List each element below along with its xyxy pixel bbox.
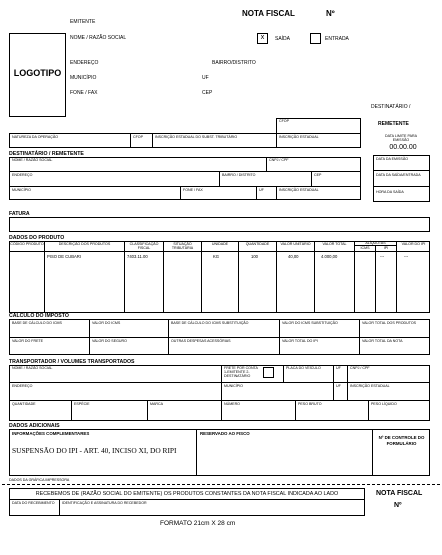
calc-valor-icms: VALOR DO ICMS: [92, 321, 121, 325]
produtos-header-line: [9, 251, 430, 252]
dest-nome-label: NOME / RAZÃO SOCIAL: [12, 158, 53, 162]
transp-hline-1: [9, 382, 430, 383]
dest-vline-6: [276, 186, 277, 200]
col-valor-unitario: VALOR UNITÁRIO: [280, 242, 311, 246]
calc-vline-1: [89, 319, 90, 355]
row-valor-unitario: 40,00: [288, 254, 299, 259]
transp-uf-label: UF: [336, 366, 341, 370]
prod-col-line-6: [276, 241, 277, 313]
col-situacao: SITUAÇÃO TRIBUTÁRIA: [171, 242, 194, 250]
row-valor-total: 4.000,00: [321, 254, 338, 259]
transp-cnpj-label: CNPJ / CPF: [350, 366, 370, 370]
col-classificacao: CLASSIFICAÇÃO FISCAL: [129, 242, 159, 250]
row-quantidade: 100: [251, 254, 258, 259]
col-aliq-icms: ICMS: [360, 246, 370, 250]
emitente-label: EMITENTE: [70, 19, 96, 25]
saida-mark: x: [260, 34, 265, 41]
row-classificacao: 7403.11.00: [127, 254, 148, 259]
transp-nome-label: NOME / RAZÃO SOCIAL: [12, 366, 53, 370]
transp-vline-1: [221, 365, 222, 382]
logotipo-placeholder: LOGOTIPO: [13, 68, 62, 78]
cfop-top-label: CFOP: [279, 119, 289, 123]
canhoto-recebemos: RECEBEMOS DE (RAZÃO SOCIAL DO EMITENTE) OS PRODUTOS CONSTANTES DA NOTA FISCAL INDICADA AO LADO: [35, 491, 339, 497]
dest-vline-1: [266, 157, 267, 171]
transp-vline-5: [221, 382, 222, 400]
natureza-divider-1: [130, 133, 131, 148]
natureza-divider-2: [152, 133, 153, 148]
calc-vline-4: [359, 319, 360, 355]
fatura-box: [9, 217, 430, 232]
dest-uf-label: UF: [259, 188, 264, 192]
dest-ie-label: INSCRIÇÃO ESTADUAL: [279, 188, 319, 192]
row-unidade: KG: [213, 254, 220, 259]
transp-placa-label: PLACA DO VEÍCULO: [286, 366, 321, 370]
canhoto-identificacao-label: IDENTIFICAÇÃO E ASSINATURA DO RECEBEDOR: [62, 501, 147, 505]
entrada-label: ENTRADA: [325, 36, 349, 42]
transp-vline-9: [295, 400, 296, 421]
info-complementares-text: SUSPENSÃO DO IPI - ART. 40, INCISO XI, DO RIPI: [12, 446, 177, 455]
calc-base-subst: BASE DE CÁLCULO DO ICMS SUBSTITUIÇÃO: [171, 321, 249, 325]
col-valor-total: VALOR TOTAL: [322, 242, 347, 246]
row-aliq-ipi: ---: [380, 254, 385, 259]
dest-vline-5: [256, 186, 257, 200]
calculo-title: CÁLCULO DO IMPOSTO: [9, 313, 69, 319]
produtos-title: DADOS DO PRODUTO: [9, 235, 65, 241]
transp-municipio-label: MUNICÍPIO: [224, 384, 243, 388]
nota-fiscal-number-label: Nº: [326, 9, 335, 18]
formato-label: FORMATO 21cm X 28 cm: [160, 520, 236, 527]
nota-fiscal-title: NOTA FISCAL: [242, 9, 295, 18]
transp-vline-2: [283, 365, 284, 382]
prod-col-line-10: [396, 241, 397, 313]
col-codigo: CÓDIGO PRODUTO: [10, 242, 44, 246]
dates-hline-1: [373, 170, 430, 171]
controle-formulario-label: Nº DE CONTROLE DO FORMULÁRIO: [378, 435, 425, 446]
transp-title: TRANSPORTADOR / VOLUMES TRANSPORTADOS: [9, 359, 135, 365]
transp-hline-2: [9, 400, 430, 401]
prod-col-line-4: [201, 241, 202, 313]
emitente-fone-label: FONE / FAX: [70, 90, 98, 96]
data-emissao-label: DATA DA EMISSÃO: [376, 157, 409, 161]
canhoto-data-label: DATA DO RECEBIMENTO: [12, 501, 55, 505]
transp-uf2-label: UF: [336, 384, 341, 388]
entrada-checkbox[interactable]: [310, 33, 321, 44]
transp-quantidade-label: QUANTIDADE: [12, 402, 36, 406]
info-complementares-label: INFORMAÇÕES COMPLEMENTARES: [12, 431, 90, 436]
transp-numero-label: NÚMERO: [224, 402, 240, 406]
canhoto-numero: Nº: [394, 502, 402, 509]
col-aliq-ipi: IPI: [383, 246, 389, 250]
prod-col-line-7: [314, 241, 315, 313]
data-limite-label: DATA LIMITE PARA EMISSÃO: [385, 134, 417, 142]
dest-vline-2: [219, 171, 220, 186]
canhoto-hline: [9, 499, 365, 500]
saida-label: SAÍDA: [275, 36, 291, 42]
transp-peso-bruto-label: PESO BRUTO: [298, 402, 322, 406]
prod-col-line-2: [124, 241, 125, 313]
transp-vline-10: [368, 400, 369, 421]
calc-vline-2: [168, 319, 169, 355]
transp-peso-liquido-label: PESO LÍQUIDO: [371, 402, 397, 406]
emitente-municipio-label: MUNICÍPIO: [70, 75, 97, 81]
col-quantidade: QUANTIDADE: [245, 242, 270, 246]
row-valor-ipi: ---: [404, 254, 409, 259]
calc-seguro: VALOR DO SEGURO: [92, 339, 127, 343]
canhoto-vline: [59, 499, 60, 516]
transp-vline-7: [147, 400, 148, 421]
dest-municipio-label: MUNICÍPIO: [12, 188, 31, 192]
transp-vline-6: [71, 400, 72, 421]
calc-frete: VALOR DO FRETE: [12, 339, 44, 343]
transp-vline-4: [347, 365, 348, 400]
emitente-uf-label: UF: [202, 75, 209, 81]
col-descricao: DESCRIÇÃO DOS PRODUTOS: [58, 242, 111, 246]
dest-fone-label: FONE / FAX: [183, 188, 203, 192]
dest-endereco-label: ENDEREÇO: [12, 173, 33, 177]
adicionais-title: DADOS ADICIONAIS: [9, 423, 60, 429]
cfop-label: CFOP: [133, 135, 143, 139]
canhoto-nota-fiscal: NOTA FISCAL: [376, 490, 423, 497]
transp-vline-8: [221, 400, 222, 421]
frete-checkbox[interactable]: [263, 367, 274, 378]
transp-especie-label: ESPÉCIE: [74, 402, 90, 406]
grafica-label: DADOS DA GRÁFICA IMPRESSORA: [9, 478, 70, 482]
dates-hline-2: [373, 186, 430, 187]
prod-col-line-8: [354, 241, 355, 313]
reservado-fisco-label: RESERVADO AO FISCO: [200, 431, 250, 436]
natureza-label: NATUREZA DA OPERAÇÃO: [12, 135, 59, 139]
prod-col-line-9: [375, 245, 376, 313]
ie-subst-label: INSCRIÇÃO ESTADUAL DO SUBST. TRIBUTÁRIO: [155, 135, 238, 139]
dest-hline-1: [9, 171, 361, 172]
emitente-endereco-label: ENDEREÇO: [70, 60, 99, 66]
col-unidade: UNIDADE: [211, 242, 229, 246]
dest-cnpj-label: CNPJ / CPF: [269, 158, 289, 162]
remetente-label: REMETENTE: [378, 121, 409, 127]
row-descricao: PISO DE CUBARI: [47, 254, 81, 259]
transp-marca-label: MARCA: [150, 402, 163, 406]
fatura-title: FATURA: [9, 211, 30, 217]
hora-saida-label: HORA DA SAÍDA: [376, 190, 404, 194]
dest-box: [9, 157, 361, 200]
emitente-bairro-label: BAIRRO/DISTRITO: [212, 60, 256, 66]
transp-ie-label: INSCRIÇÃO ESTADUAL: [350, 384, 390, 388]
dest-vline-3: [311, 171, 312, 186]
dest-vline-4: [180, 186, 181, 200]
calc-vline-3: [279, 319, 280, 355]
calc-valor-subst: VALOR DO ICMS SUBSTITUIÇÃO: [282, 321, 338, 325]
col-aliquotas: ALÍQUOTAS: [365, 241, 386, 245]
dest-dates-box: [373, 155, 430, 202]
transp-endereco-label: ENDEREÇO: [12, 384, 33, 388]
calculo-hline: [9, 337, 430, 338]
calc-total-ipi: VALOR TOTAL DO IPI: [282, 339, 318, 343]
destinatario-label: DESTINATÁRIO /: [371, 104, 411, 110]
prod-col-line-1: [44, 241, 45, 313]
emitente-nome-label: NOME / RAZÃO SOCIAL: [70, 35, 127, 41]
emitente-cep-label: CEP: [202, 90, 213, 96]
transp-frete-label: FRETE POR CONTA 1-EMITENTE 2-DESTINATÁRIO: [224, 366, 258, 378]
prod-col-line-3: [163, 241, 164, 313]
dest-hline-2: [9, 186, 361, 187]
cut-line: [2, 484, 440, 485]
data-limite-value: 00.00.00: [389, 144, 417, 151]
dest-section-title: DESTINATÁRIO / REMETENTE: [9, 151, 84, 157]
transp-vline-3: [333, 365, 334, 400]
calc-total-produtos: VALOR TOTAL DOS PRODUTOS: [362, 321, 417, 325]
data-saida-label: DATA DA SAÍDA/ENTRADA: [376, 173, 421, 177]
adicionais-vline-2: [372, 429, 373, 476]
calc-despesas: OUTRAS DESPESAS ACESSÓRIAS: [171, 339, 231, 343]
col-valor-ipi: VALOR DO IPI: [401, 242, 426, 246]
calc-base-icms: BASE DE CÁLCULO DO ICMS: [12, 321, 62, 325]
transp-box: [9, 365, 430, 421]
natureza-divider-3: [276, 133, 277, 148]
ie-label: INSCRIÇÃO ESTADUAL: [279, 135, 319, 139]
dest-bairro-label: BAIRRO / DISTRITO: [222, 173, 256, 177]
calc-total-nota: VALOR TOTAL DA NOTA: [362, 339, 403, 343]
prod-col-line-5: [238, 241, 239, 313]
adicionais-vline-1: [196, 429, 197, 476]
dest-cep-label: CEP: [314, 173, 322, 177]
